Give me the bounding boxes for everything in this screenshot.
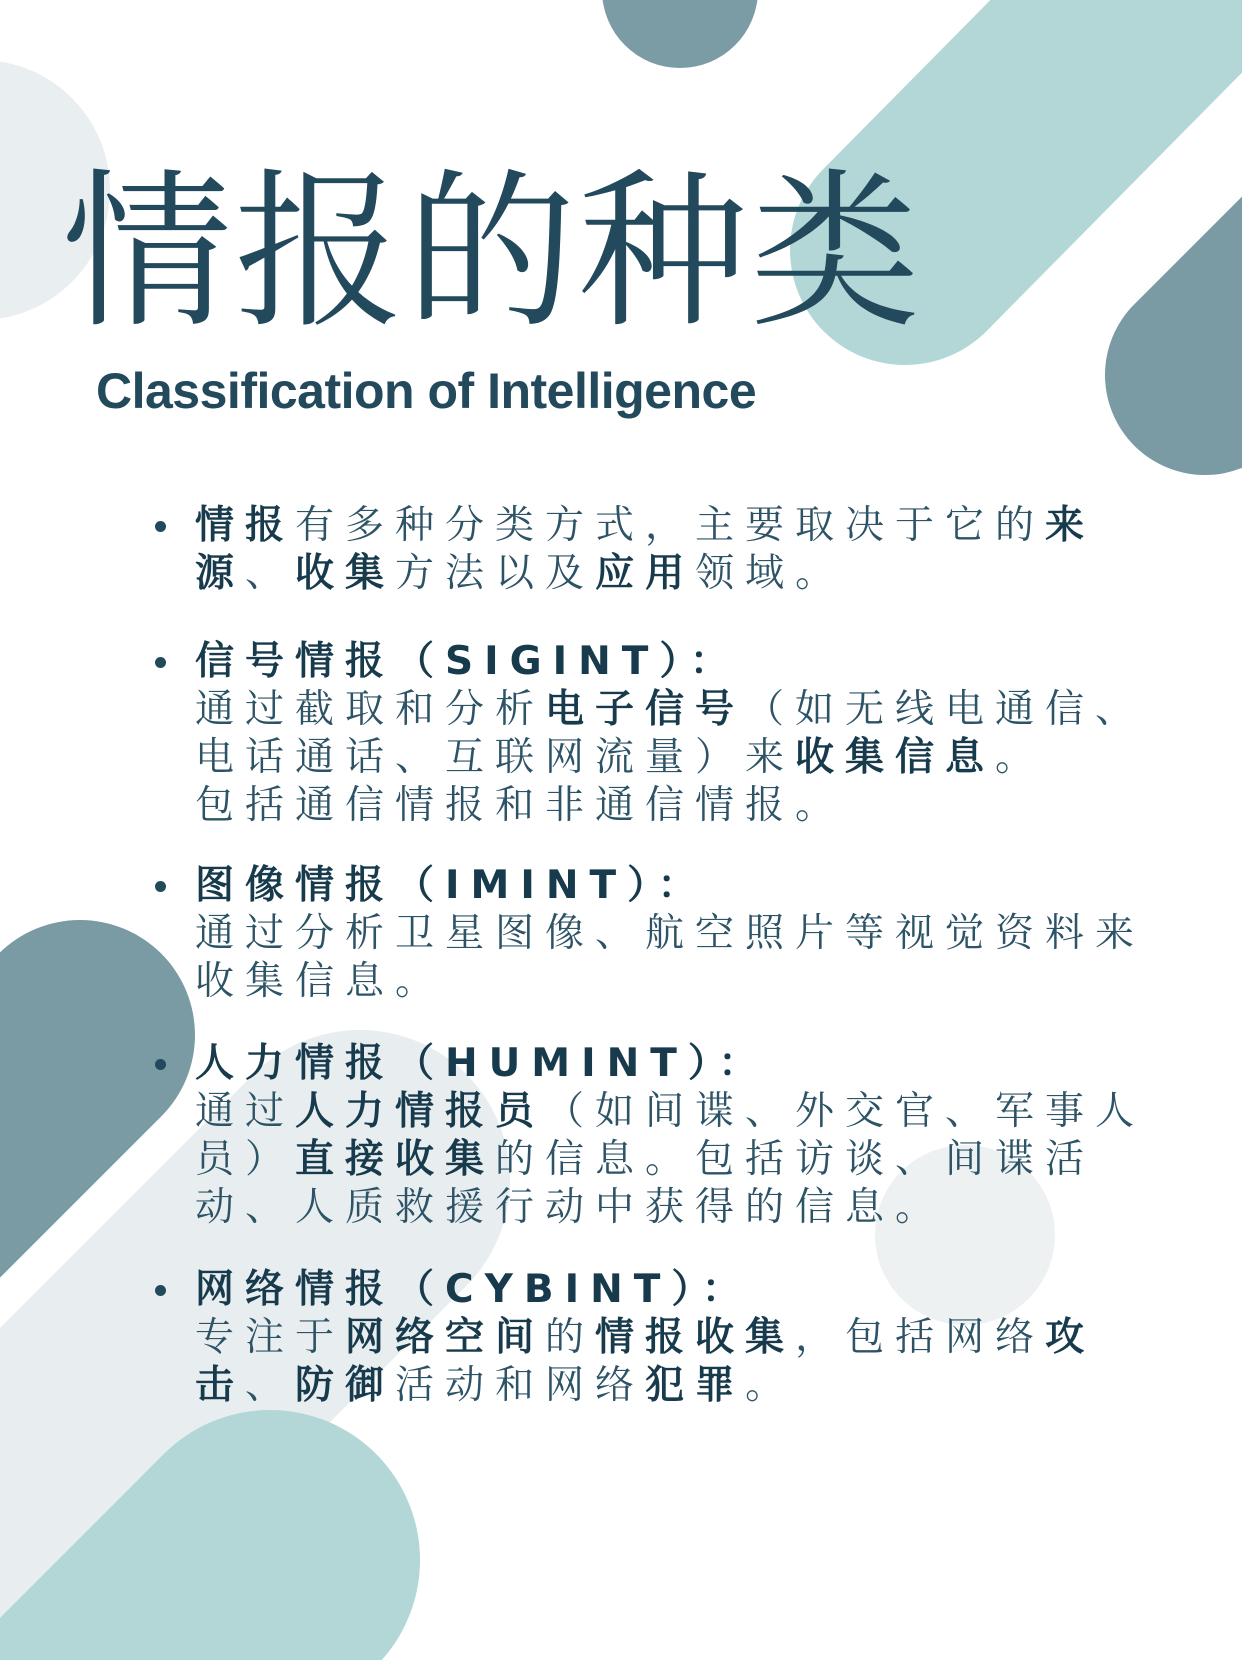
list-item <box>155 1040 1145 1232</box>
list-item-line <box>195 638 1145 686</box>
list-item-line <box>195 1266 1095 1314</box>
emphasis-text: 情报收集 <box>595 1315 796 1360</box>
list-item <box>155 502 1095 598</box>
emphasis-text: 击 <box>195 1363 246 1408</box>
page-title: 情报的种类 <box>62 154 923 352</box>
bullet-dot-icon <box>155 521 166 532</box>
body-text: 专注于 <box>195 1315 346 1360</box>
list-item-line <box>195 1040 1145 1088</box>
body-text: 电话通话、互联网流量）来 <box>195 735 796 780</box>
list-item-line <box>195 1088 1145 1136</box>
emphasis-text: 源 <box>195 551 246 596</box>
list-item-line <box>195 1136 1145 1184</box>
emphasis-text: 网络空间 <box>345 1315 546 1360</box>
emphasis-text: 收集信息 <box>795 735 996 780</box>
body-text: 。 <box>995 735 1046 780</box>
list-item-line <box>195 502 1095 550</box>
body-text: 有多种分类方式，主要取决于它的 <box>295 503 1046 548</box>
body-text: ，包括网络 <box>795 1315 1046 1360</box>
body-text: 方法以及 <box>395 551 596 596</box>
emphasis-text: 电子信号 <box>545 687 746 732</box>
emphasis-text: 直接收集 <box>295 1137 496 1182</box>
body-text: 、 <box>245 1363 296 1408</box>
emphasis-text: 图像情报（IMINT）： <box>195 863 708 908</box>
emphasis-text: 网络情报（CYBINT）： <box>195 1267 752 1312</box>
list-item-line <box>195 1184 1145 1232</box>
body-text: 通过 <box>195 1089 296 1134</box>
body-text: 的 <box>545 1315 596 1360</box>
emphasis-text: 人力情报（HUMINT）： <box>195 1041 769 1086</box>
teal-capsule-top-right <box>905 0 1242 250</box>
bullet-dot-icon <box>155 1059 166 1070</box>
body-text: 收集信息。 <box>195 959 446 1004</box>
body-text: （如无线电通信、 <box>745 687 1146 732</box>
body-text: 活动和网络 <box>395 1363 646 1408</box>
emphasis-text: 情报 <box>195 503 296 548</box>
emphasis-text: 信号情报（SIGINT）： <box>195 639 740 684</box>
body-text: 。 <box>745 1363 796 1408</box>
emphasis-text: 攻 <box>1045 1315 1096 1360</box>
bullet-dot-icon <box>155 657 166 668</box>
list-item-line <box>195 958 1145 1006</box>
body-text: 包括通信情报和非通信情报。 <box>195 783 846 828</box>
list-item-line <box>195 1362 1095 1410</box>
body-text: （如间谍、外交官、军事人 <box>545 1089 1146 1134</box>
body-text: 领域。 <box>695 551 846 596</box>
bullet-dot-icon <box>155 1285 166 1296</box>
body-text: 通过分析卫星图像、航空照片等视觉资料来 <box>195 911 1146 956</box>
emphasis-text: 应用 <box>595 551 696 596</box>
bullet-dot-icon <box>155 881 166 892</box>
dark-circle-top <box>602 0 758 68</box>
list-item-line <box>195 910 1145 958</box>
list-item-line <box>195 550 1095 598</box>
body-text: 员） <box>195 1137 296 1182</box>
page-subtitle: Classification of Intelligence <box>96 363 757 419</box>
body-text: 动、人质救援行动中获得的信息。 <box>195 1185 946 1230</box>
list-item <box>155 862 1145 1006</box>
list-item-line <box>195 686 1145 734</box>
list-item-line <box>195 1314 1095 1362</box>
list-item-line <box>195 782 1145 830</box>
list-item-line <box>195 734 1145 782</box>
emphasis-text: 人力情报员 <box>295 1089 546 1134</box>
body-text: 通过截取和分析 <box>195 687 546 732</box>
body-text: 、 <box>245 551 296 596</box>
list-item-line <box>195 862 1145 910</box>
emphasis-text: 犯罪 <box>645 1363 746 1408</box>
dark-capsule-right <box>1205 130 1242 375</box>
body-text: 的信息。包括访谈、间谍活 <box>495 1137 1096 1182</box>
emphasis-text: 收集 <box>295 551 396 596</box>
list-item <box>155 1266 1095 1410</box>
list-item <box>155 638 1145 830</box>
emphasis-text: 来 <box>1045 503 1096 548</box>
emphasis-text: 防御 <box>295 1363 396 1408</box>
